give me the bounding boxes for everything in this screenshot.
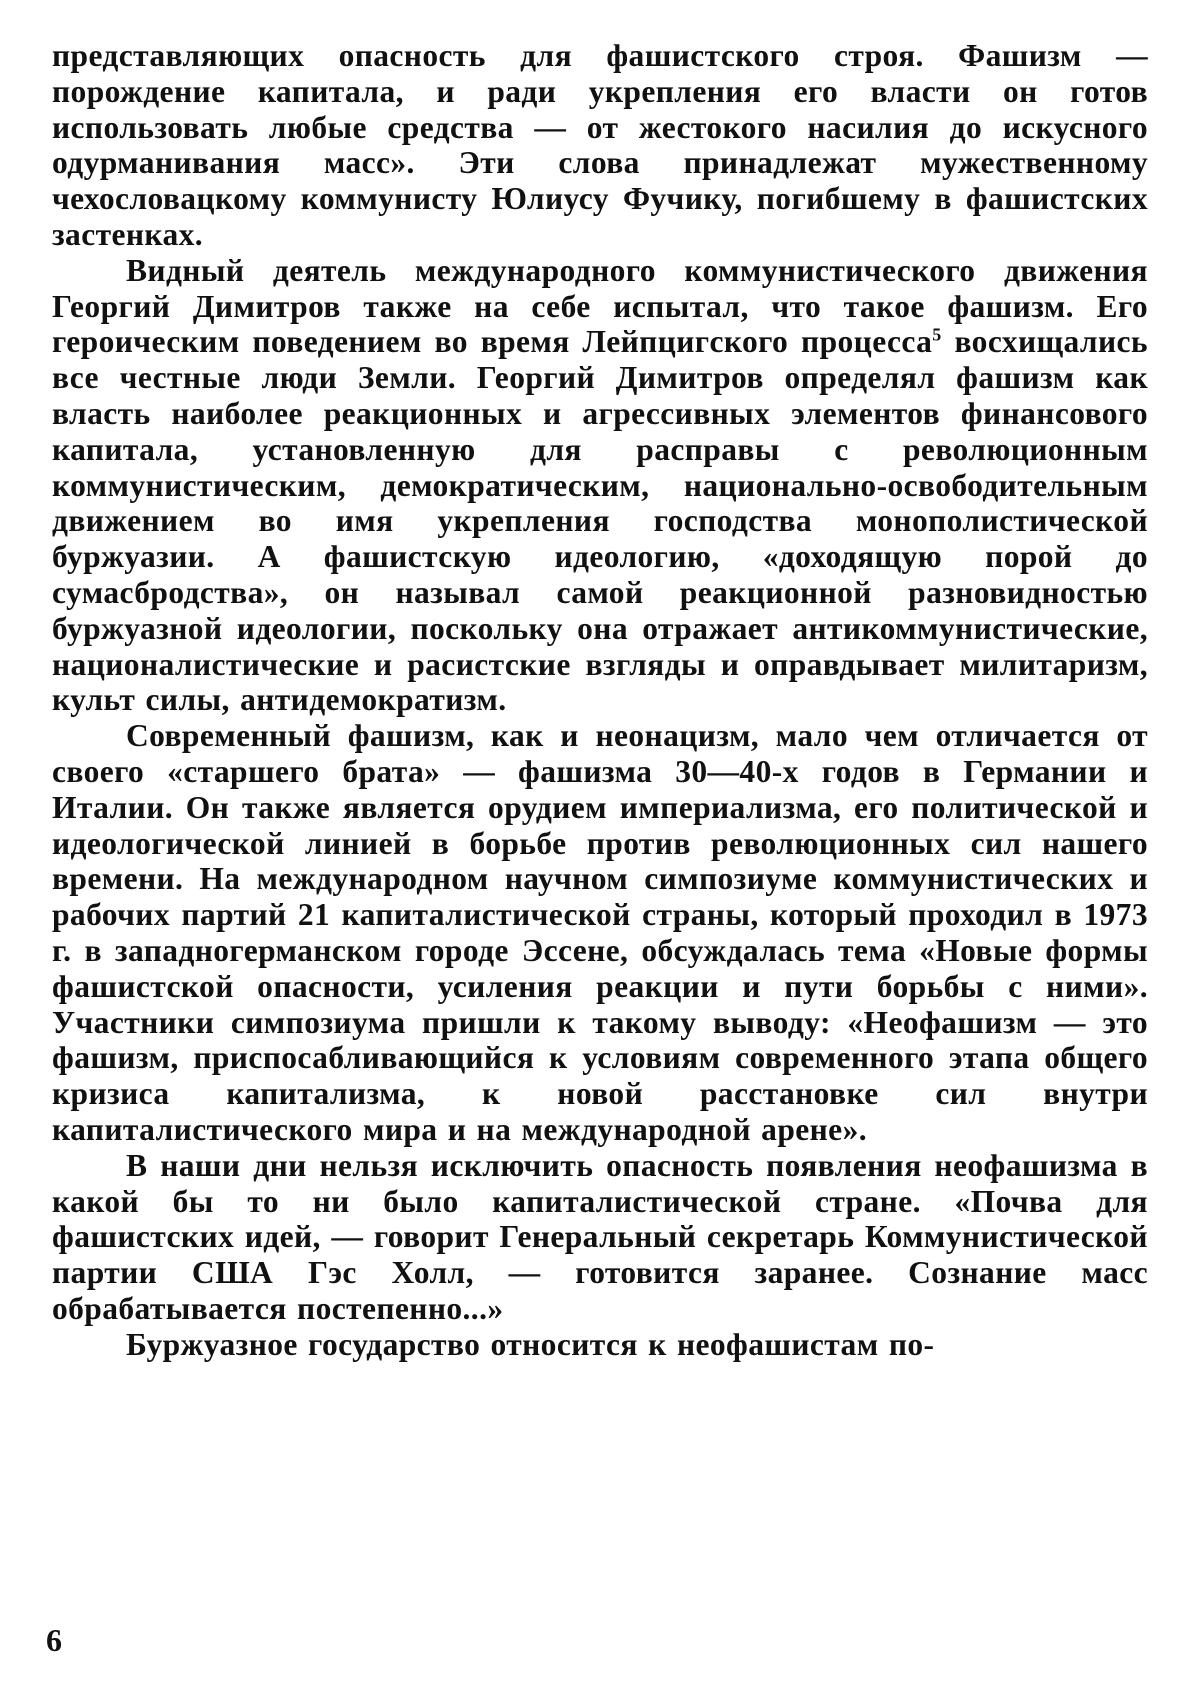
paragraph-1: представляющих опасность для фашистского строя. Фашизм — порождение капитала, и ради укрепления его власти он готов использовать любые средства — от жестокого насилия до искусного одурманивания масс». Эти слова принадлежат мужественному чехословацкому коммунисту Юлиусу Фучику, погибшему в фашистских застенках. [52, 38, 1148, 252]
paragraph-4: В наши дни нельзя исключить опасность появления неофашизма в какой бы то ни было капиталистической стране. «Почва для фашистских идей, — говорит Генеральный секретарь Коммунистической партии США Гэс Холл, — готовится заранее. Сознание масс обрабатывается постепенно...» [52, 1147, 1148, 1326]
paragraph-2 [52, 253, 1148, 718]
paragraph-3: Современный фашизм, как и неонацизм, мало чем отличается от своего «старшего брата» — фашизма 30—40-х годов в Германии и Италии. Он также является орудием империализма, его политической и идеологической линией в борьбе против революционных сил нашего времени. На международном научном симпозиуме коммунистических и рабочих партий 21 капиталистической страны, который проходил в 1973 г. в западногерманском городе Эссене, обсуждалась тема «Новые формы фашистской опасности, усиления реакции и пути борьбы с ними». Участники симпозиума пришли к такому выводу: «Неофашизм — это фашизм, приспосабливающийся к условиям современного этапа общего кризиса капитализма, к новой расстановке сил внутри капиталистического мира и на международной арене». [52, 718, 1148, 1147]
page-body [52, 38, 1148, 1362]
paragraph-5: Буржуазное государство относится к неофашистам по- [126, 1326, 935, 1362]
page-number: 6 [46, 1622, 62, 1658]
paragraph-2-text-end: восхищались все честные люди Земли. Георгий Димитров определял фашизм как власть наиболее реакционных и агрессивных элементов финансового капитала, установленную для расправы с революционным коммунистическим, демократическим, национально-освободительным движением во имя укрепления господства монополистической буржуазии. А фашистскую идеологию, «доходящую порой до сумасбродства», он называл самой реакционной разновидностью буржуазной идеологии, поскольку она отражает антикоммунистические, националистические и расистские взгляды и оправдывает милитаризм, культ силы, антидемократизм. [52, 324, 1148, 718]
footnote-reference: 5 [932, 324, 942, 345]
paragraph-2-text-start: Видный деятель международного коммунистического движения Георгий Димитров также на себе испытал, что такое фашизм. Его героическим поведением во время Лейпцигского процесса [52, 252, 1148, 360]
